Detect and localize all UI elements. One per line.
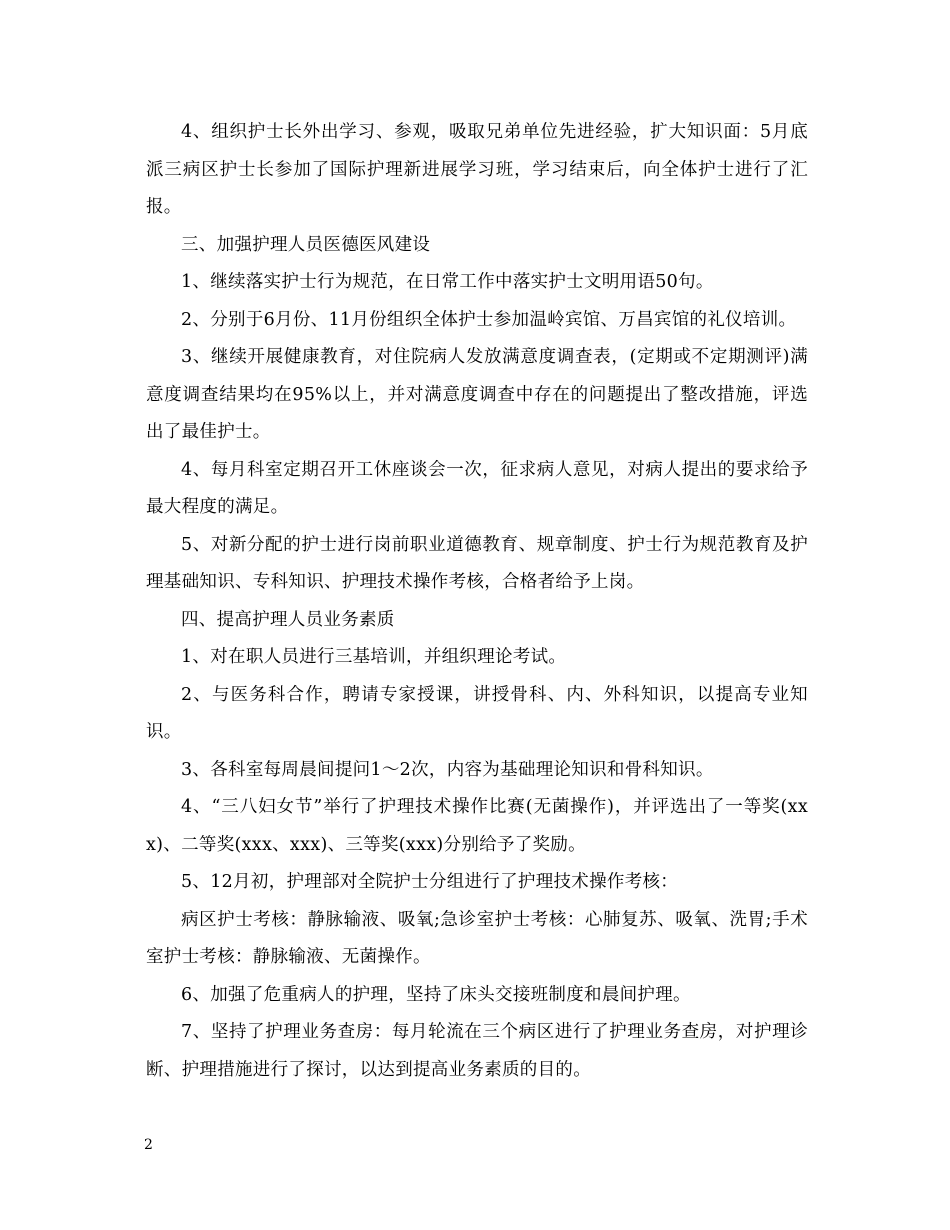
paragraph-item-1-training: 1、对在职人员进行三基培训，并组织理论考试。 [181,647,567,667]
paragraph-item-7-ward-rounds: 7、坚持了护理业务查房：每月轮流在三个病区进行了护理业务查房，对护理诊断、护理措施进行了探讨，以达到提高业务素质的目的。 [146,1022,808,1080]
paragraph-item-5-assessment: 5、12月初，护理部对全院护士分组进行了护理技术操作考核： [181,872,679,892]
paragraph-item-2-lectures: 2、与医务科合作，聘请专家授课，讲授骨科、内、外科知识，以提高专业知识。 [146,684,808,742]
paragraph-item-1-conduct: 1、继续落实护士行为规范，在日常工作中落实护士文明用语50句。 [181,272,714,292]
paragraph-assessment-details: 病区护士考核：静脉输液、吸氧;急诊室护士考核：心肺复苏、吸氧、洗胃;手术室护士考核：静脉输液、无菌操作。 [146,909,808,967]
section-heading-ethics: 三、加强护理人员医德医风建设 [181,234,431,255]
paragraph-item-2-etiquette: 2、分别于6月份、11月份组织全体护士参加温岭宾馆、万昌宾馆的礼仪培训。 [181,309,797,330]
document-body [146,114,808,1089]
paragraph-item-4-meeting: 4、每月科室定期召开工休座谈会一次，征求病人意见，对病人提出的要求给予最大程度的满足。 [146,459,808,517]
paragraph-item-5-new-nurses: 5、对新分配的护士进行岗前职业道德教育、规章制度、护士行为规范教育及护理基础知识、专科知识、护理技术操作考核，合格者给予上岗。 [146,534,808,592]
paragraph-item-6-critical-care: 6、加强了危重病人的护理，坚持了床头交接班制度和晨间护理。 [181,984,691,1005]
page-number: 2 [144,1137,153,1153]
paragraph-item-3-morning-quiz: 3、各科室每周晨间提问1～2次，内容为基础理论知识和骨科知识。 [181,759,714,780]
section-heading-competence: 四、提高护理人员业务素质 [181,609,395,630]
paragraph-item-4-study-trip: 4、组织护士长外出学习、参观，吸取兄弟单位先进经验，扩大知识面：5月底派三病区护士长参加了国际护理新进展学习班，学习结束后，向全体护士进行了汇报。 [146,122,808,217]
paragraph-item-3-survey: 3、继续开展健康教育，对住院病人发放满意度调查表，(定期或不定期测评)满意度调查结果均在95%以上，并对满意度调查中存在的问题提出了整改措施，评选出了最佳护士。 [146,347,808,442]
paragraph-item-4-competition: 4、“三八妇女节”举行了护理技术操作比赛(无菌操作)，并评选出了一等奖(xxx)、二等奖(xxx、xxx)、三等奖(xxx)分别给予了奖励。 [146,797,808,855]
